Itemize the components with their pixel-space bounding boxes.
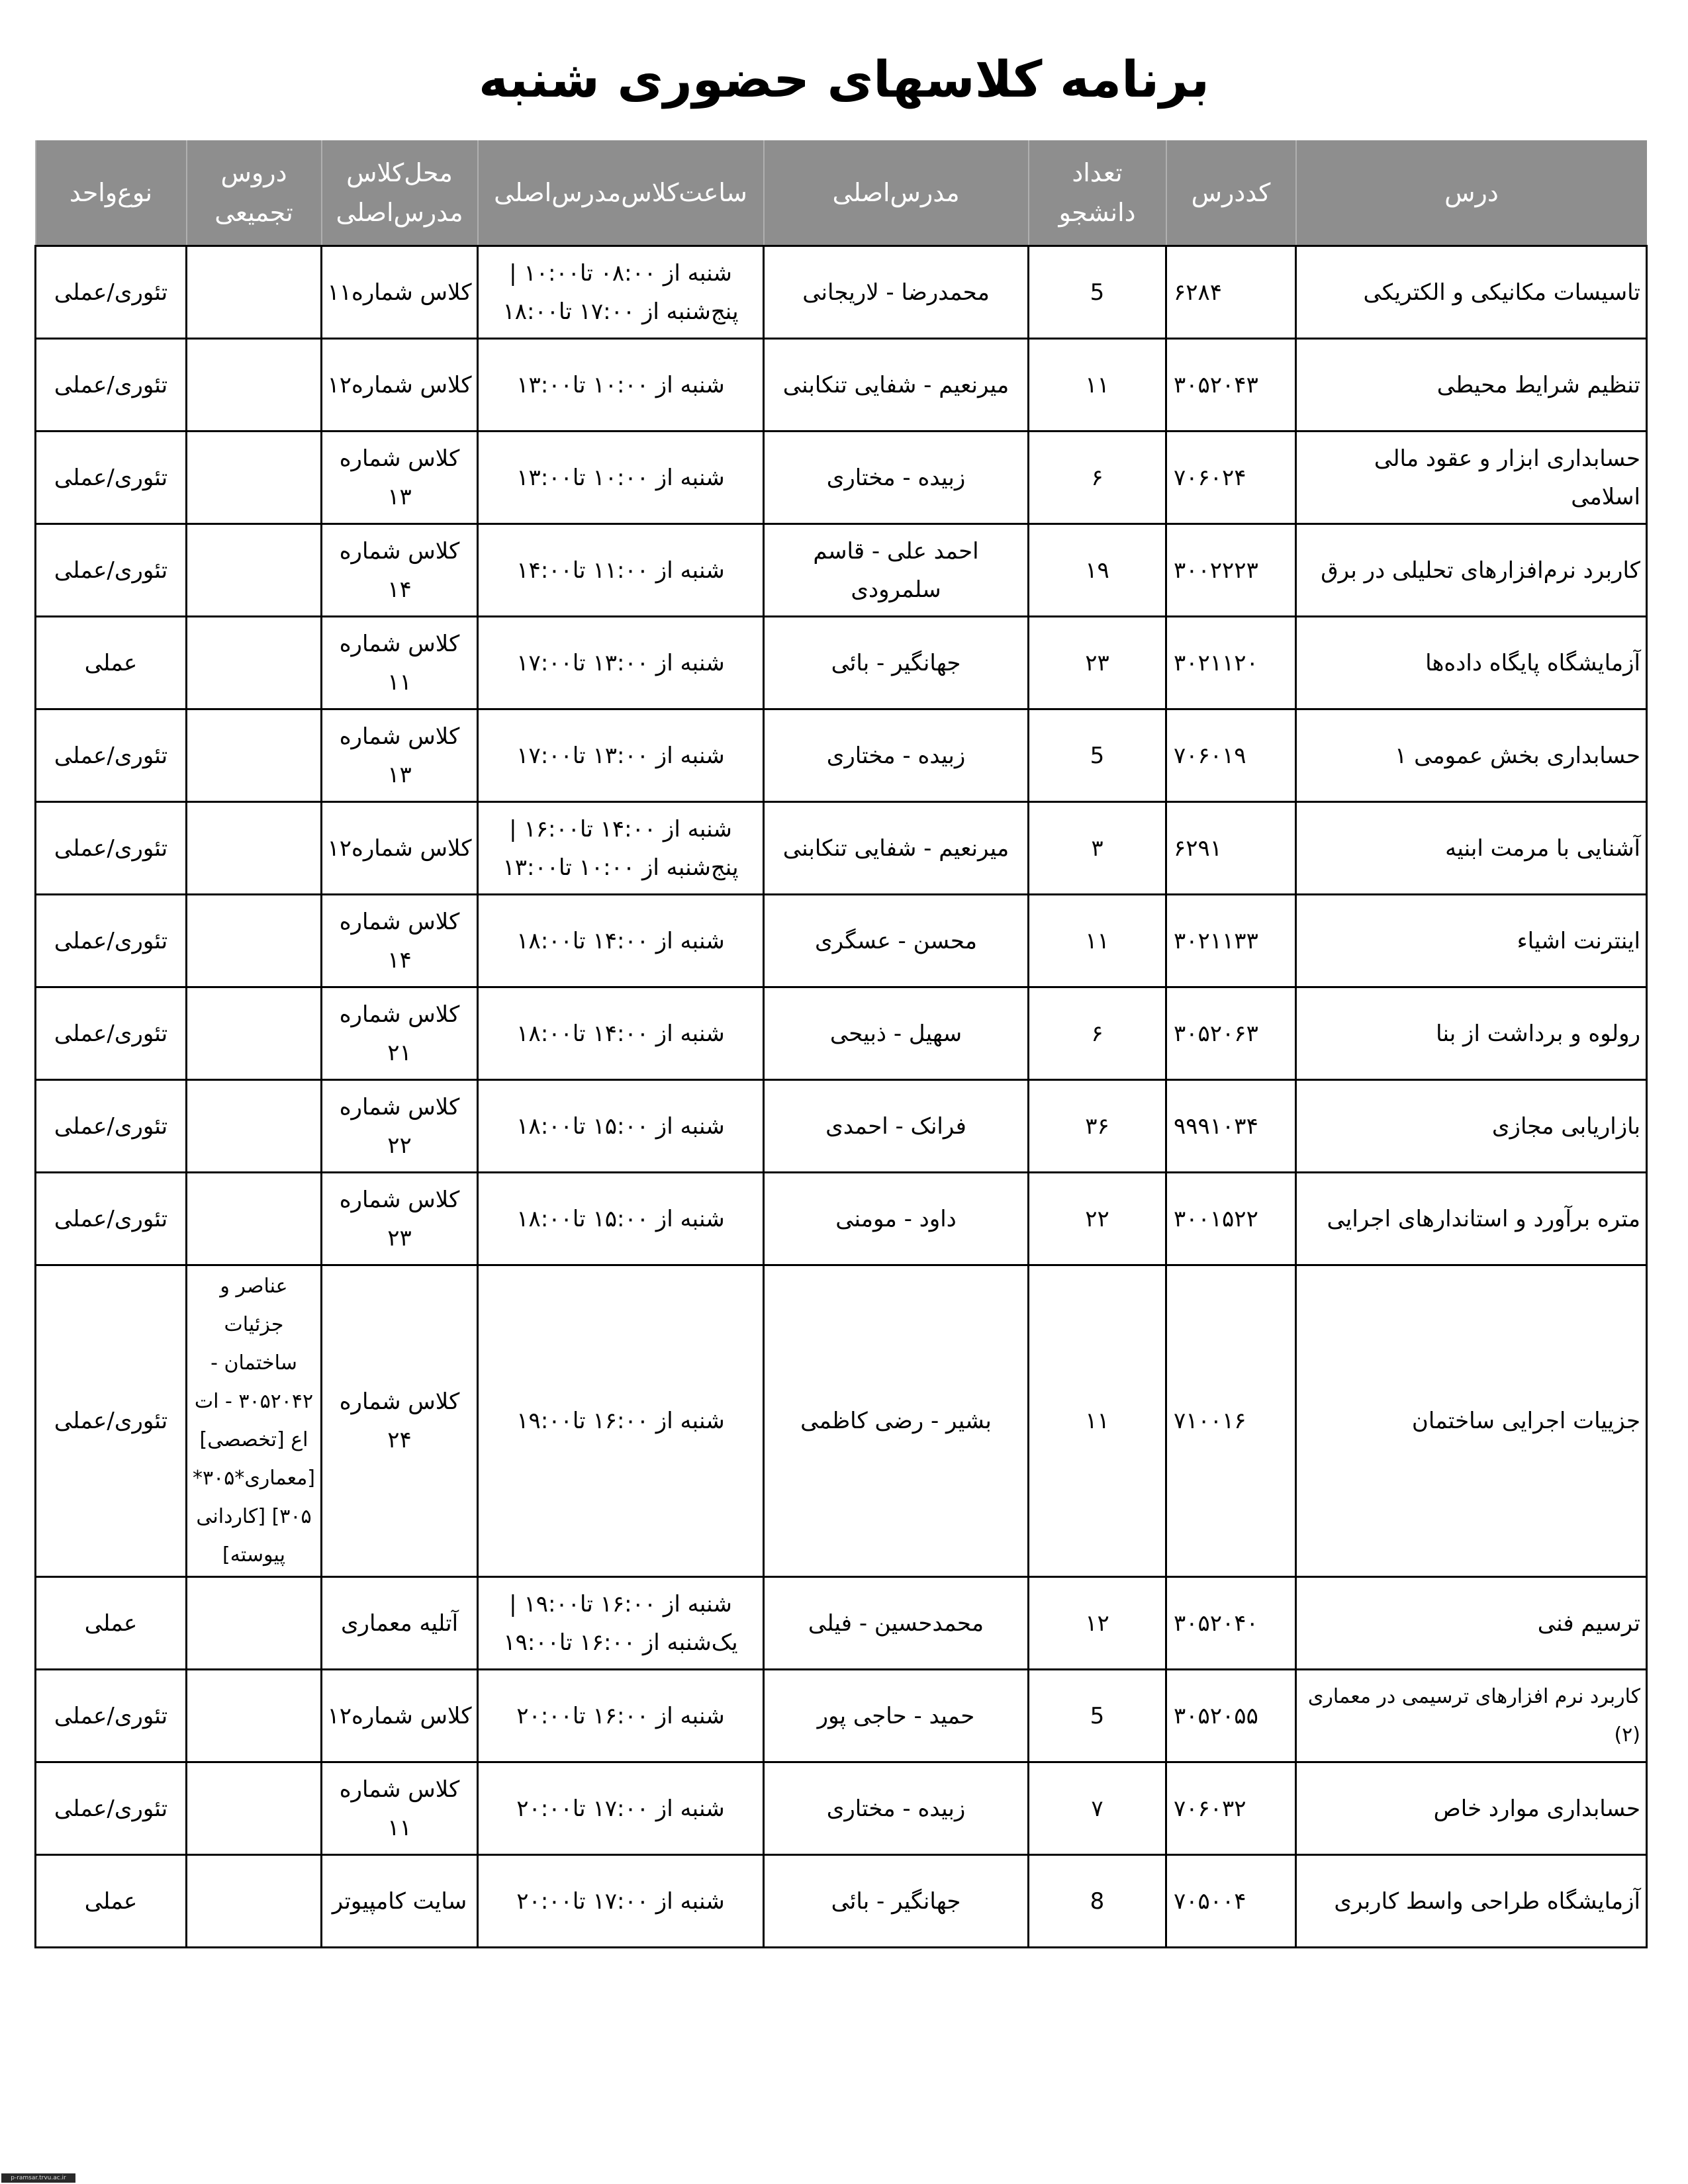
- table-row: [36, 895, 1647, 987]
- header-type: نوع‌واحد: [36, 140, 187, 246]
- cell-room: آتلیه معماری: [322, 1577, 478, 1670]
- cell-code: ۳۰۵۲۰۵۵: [1166, 1670, 1296, 1762]
- cell-code: ۳۰۰۲۲۲۳: [1166, 524, 1296, 617]
- cell-type: تئوری/عملی: [36, 524, 187, 617]
- table-header-row: [36, 140, 1647, 246]
- cell-room: کلاس شماره ۲۳: [322, 1173, 478, 1265]
- cell-type: تئوری/عملی: [36, 709, 187, 802]
- cell-room: کلاس شماره۱۲: [322, 339, 478, 432]
- header-merged: دروس تجمیعی: [187, 140, 322, 246]
- cell-merged: [187, 339, 322, 432]
- header-code: کددرس: [1166, 140, 1296, 246]
- schedule-table: [34, 140, 1648, 1948]
- cell-type: تئوری/عملی: [36, 246, 187, 339]
- cell-count: 5: [1029, 246, 1166, 339]
- table-row: [36, 709, 1647, 802]
- cell-type: تئوری/عملی: [36, 895, 187, 987]
- cell-time: شنبه از ۰۸:۰۰ تا۱۰:۰۰ | پنج‌شنبه از ۱۷:۰۰ تا۱۸:۰۰: [478, 246, 764, 339]
- cell-course: آزمایشگاه پایگاه داده‌ها: [1296, 617, 1647, 709]
- cell-code: ۷۱۰۰۱۶: [1166, 1265, 1296, 1577]
- cell-type: تئوری/عملی: [36, 1762, 187, 1855]
- cell-code: ۶۲۹۱: [1166, 802, 1296, 895]
- cell-count: ۲۲: [1029, 1173, 1166, 1265]
- cell-merged: [187, 617, 322, 709]
- cell-teacher: زبیده - مختاری: [764, 1762, 1029, 1855]
- cell-time: شنبه از ۱۳:۰۰ تا۱۷:۰۰: [478, 709, 764, 802]
- cell-time: شنبه از ۱۵:۰۰ تا۱۸:۰۰: [478, 1080, 764, 1173]
- cell-count: ۱۱: [1029, 895, 1166, 987]
- cell-count: ۱۹: [1029, 524, 1166, 617]
- cell-time: شنبه از ۱۳:۰۰ تا۱۷:۰۰: [478, 617, 764, 709]
- cell-type: عملی: [36, 1855, 187, 1948]
- cell-time: شنبه از ۱۴:۰۰ تا۱۸:۰۰: [478, 987, 764, 1080]
- cell-code: ۹۹۹۱۰۳۴: [1166, 1080, 1296, 1173]
- cell-merged: [187, 895, 322, 987]
- cell-merged: [187, 802, 322, 895]
- cell-code: ۷۰۵۰۰۴: [1166, 1855, 1296, 1948]
- cell-teacher: زبیده - مختاری: [764, 432, 1029, 524]
- cell-code: ۳۰۲۱۱۲۰: [1166, 617, 1296, 709]
- cell-type: عملی: [36, 1577, 187, 1670]
- cell-room: کلاس شماره ۱۴: [322, 524, 478, 617]
- cell-type: عملی: [36, 617, 187, 709]
- cell-teacher: داود - مومنی: [764, 1173, 1029, 1265]
- cell-merged: عناصر و جزئیات ساختمان - ۳۰۵۲۰۴۲ - ات اع [تخصصی] [معماری*۳۰۵* ۳۰۵] [کاردانی پیوسته]: [187, 1265, 322, 1577]
- table-row: [36, 987, 1647, 1080]
- cell-merged: [187, 709, 322, 802]
- cell-code: ۶۲۸۴: [1166, 246, 1296, 339]
- table-row: [36, 339, 1647, 432]
- cell-teacher: محسن - عسگری: [764, 895, 1029, 987]
- cell-time: شنبه از ۱۷:۰۰ تا۲۰:۰۰: [478, 1855, 764, 1948]
- cell-type: تئوری/عملی: [36, 339, 187, 432]
- page-title: برنامه کلاسهای حضوری شنبه: [478, 50, 1209, 109]
- cell-code: ۳۰۲۱۱۳۳: [1166, 895, 1296, 987]
- cell-count: ۶: [1029, 987, 1166, 1080]
- header-time: ساعت‌کلاس‌مدرس‌اصلی: [478, 140, 764, 246]
- cell-type: تئوری/عملی: [36, 1670, 187, 1762]
- cell-merged: [187, 1670, 322, 1762]
- cell-merged: [187, 432, 322, 524]
- cell-time: شنبه از ۱۰:۰۰ تا۱۳:۰۰: [478, 432, 764, 524]
- cell-count: ۱۱: [1029, 339, 1166, 432]
- cell-count: ۱۲: [1029, 1577, 1166, 1670]
- cell-course: آزمایشگاه طراحی واسط کاربری: [1296, 1855, 1647, 1948]
- cell-course: اینترنت اشیاء: [1296, 895, 1647, 987]
- cell-room: کلاس شماره۱۲: [322, 802, 478, 895]
- table-row: [36, 1173, 1647, 1265]
- cell-teacher: میرنعیم - شفایی تنکابنی: [764, 339, 1029, 432]
- cell-course: حسابداری ابزار و عقود مالی اسلامی: [1296, 432, 1647, 524]
- cell-teacher: زبیده - مختاری: [764, 709, 1029, 802]
- cell-merged: [187, 1855, 322, 1948]
- cell-time: شنبه از ۱۶:۰۰ تا۲۰:۰۰: [478, 1670, 764, 1762]
- cell-type: تئوری/عملی: [36, 432, 187, 524]
- table-row: [36, 246, 1647, 339]
- cell-teacher: جهانگیر - بائی: [764, 1855, 1029, 1948]
- cell-time: شنبه از ۱۵:۰۰ تا۱۸:۰۰: [478, 1173, 764, 1265]
- table-row: [36, 1577, 1647, 1670]
- cell-teacher: بشیر - رضی کاظمی: [764, 1265, 1029, 1577]
- table-row: [36, 1855, 1647, 1948]
- table-row: [36, 1670, 1647, 1762]
- cell-teacher: جهانگیر - بائی: [764, 617, 1029, 709]
- cell-type: تئوری/عملی: [36, 1265, 187, 1577]
- cell-room: کلاس شماره ۲۱: [322, 987, 478, 1080]
- table-row: [36, 1080, 1647, 1173]
- cell-code: ۷۰۶۰۱۹: [1166, 709, 1296, 802]
- cell-merged: [187, 987, 322, 1080]
- cell-course: تاسیسات مکانیکی و الکتریکی: [1296, 246, 1647, 339]
- cell-merged: [187, 524, 322, 617]
- cell-type: تئوری/عملی: [36, 987, 187, 1080]
- cell-course: بازاریابی مجازی: [1296, 1080, 1647, 1173]
- table-row: [36, 524, 1647, 617]
- cell-course: متره برآورد و استاندارهای اجرایی: [1296, 1173, 1647, 1265]
- cell-teacher: فرانک - احمدی: [764, 1080, 1029, 1173]
- cell-course: ترسیم فنی: [1296, 1577, 1647, 1670]
- header-count: تعداد دانشجو: [1029, 140, 1166, 246]
- cell-room: کلاس شماره ۱۱: [322, 617, 478, 709]
- cell-course: آشنایی با مرمت ابنیه: [1296, 802, 1647, 895]
- cell-time: شنبه از ۱۰:۰۰ تا۱۳:۰۰: [478, 339, 764, 432]
- cell-room: کلاس شماره ۱۳: [322, 709, 478, 802]
- cell-course: رولوه و برداشت از بنا: [1296, 987, 1647, 1080]
- cell-teacher: محمدحسین - فیلی: [764, 1577, 1029, 1670]
- cell-room: کلاس شماره۱۱: [322, 246, 478, 339]
- table-row: [36, 617, 1647, 709]
- cell-merged: [187, 1173, 322, 1265]
- cell-type: تئوری/عملی: [36, 1080, 187, 1173]
- cell-count: 5: [1029, 709, 1166, 802]
- table-row: [36, 1265, 1647, 1577]
- cell-time: شنبه از ۱۴:۰۰ تا۱۶:۰۰ | پنج‌شنبه از ۱۰:۰۰ تا۱۳:۰۰: [478, 802, 764, 895]
- cell-count: ۶: [1029, 432, 1166, 524]
- cell-room: کلاس شماره ۲۲: [322, 1080, 478, 1173]
- cell-course: کاربرد نرم‌افزارهای تحلیلی در برق: [1296, 524, 1647, 617]
- cell-merged: [187, 1080, 322, 1173]
- cell-time: شنبه از ۱۶:۰۰ تا۱۹:۰۰ | یک‌شنبه از ۱۶:۰۰ تا۱۹:۰۰: [478, 1577, 764, 1670]
- cell-code: ۳۰۵۲۰۴۰: [1166, 1577, 1296, 1670]
- header-teacher: مدرس‌اصلی: [764, 140, 1029, 246]
- table-row: [36, 432, 1647, 524]
- table-row: [36, 802, 1647, 895]
- cell-type: تئوری/عملی: [36, 802, 187, 895]
- cell-room: سایت کامپیوتر: [322, 1855, 478, 1948]
- cell-merged: [187, 1577, 322, 1670]
- cell-room: کلاس شماره ۱۱: [322, 1762, 478, 1855]
- cell-course: حسابداری بخش عمومی ۱: [1296, 709, 1647, 802]
- cell-code: ۳۰۵۲۰۶۳: [1166, 987, 1296, 1080]
- cell-type: تئوری/عملی: [36, 1173, 187, 1265]
- cell-count: 5: [1029, 1670, 1166, 1762]
- cell-code: ۳۰۵۲۰۴۳: [1166, 339, 1296, 432]
- footer-badge: p-ramsar.trvu.ac.ir: [1, 2173, 75, 2183]
- cell-time: شنبه از ۱۶:۰۰ تا۱۹:۰۰: [478, 1265, 764, 1577]
- cell-teacher: حمید - حاجی پور: [764, 1670, 1029, 1762]
- cell-count: ۳۶: [1029, 1080, 1166, 1173]
- cell-room: کلاس شماره ۱۴: [322, 895, 478, 987]
- cell-room: کلاس شماره ۱۳: [322, 432, 478, 524]
- cell-teacher: سهیل - ذبیحی: [764, 987, 1029, 1080]
- cell-course: کاربرد نرم افزارهای ترسیمی در معماری (۲): [1296, 1670, 1647, 1762]
- cell-count: ۲۳: [1029, 617, 1166, 709]
- cell-room: کلاس شماره ۲۴: [322, 1265, 478, 1577]
- cell-course: جزییات اجرایی ساختمان: [1296, 1265, 1647, 1577]
- cell-teacher: میرنعیم - شفایی تنکابنی: [764, 802, 1029, 895]
- cell-count: ۱۱: [1029, 1265, 1166, 1577]
- header-room: محل‌کلاس مدرس‌اصلی: [322, 140, 478, 246]
- cell-merged: [187, 1762, 322, 1855]
- cell-code: ۷۰۶۰۳۲: [1166, 1762, 1296, 1855]
- cell-merged: [187, 246, 322, 339]
- cell-room: کلاس شماره۱۲: [322, 1670, 478, 1762]
- cell-count: 8: [1029, 1855, 1166, 1948]
- cell-code: ۷۰۶۰۲۴: [1166, 432, 1296, 524]
- cell-count: ۷: [1029, 1762, 1166, 1855]
- cell-time: شنبه از ۱۱:۰۰ تا۱۴:۰۰: [478, 524, 764, 617]
- header-course: درس: [1296, 140, 1647, 246]
- cell-teacher: محمدرضا - لاریجانی: [764, 246, 1029, 339]
- cell-course: حسابداری موارد خاص: [1296, 1762, 1647, 1855]
- cell-teacher: احمد علی - قاسم سلمرودی: [764, 524, 1029, 617]
- table-row: [36, 1762, 1647, 1855]
- cell-course: تنظیم شرایط محیطی: [1296, 339, 1647, 432]
- cell-time: شنبه از ۱۷:۰۰ تا۲۰:۰۰: [478, 1762, 764, 1855]
- cell-time: شنبه از ۱۴:۰۰ تا۱۸:۰۰: [478, 895, 764, 987]
- cell-count: ۳: [1029, 802, 1166, 895]
- cell-code: ۳۰۰۱۵۲۲: [1166, 1173, 1296, 1265]
